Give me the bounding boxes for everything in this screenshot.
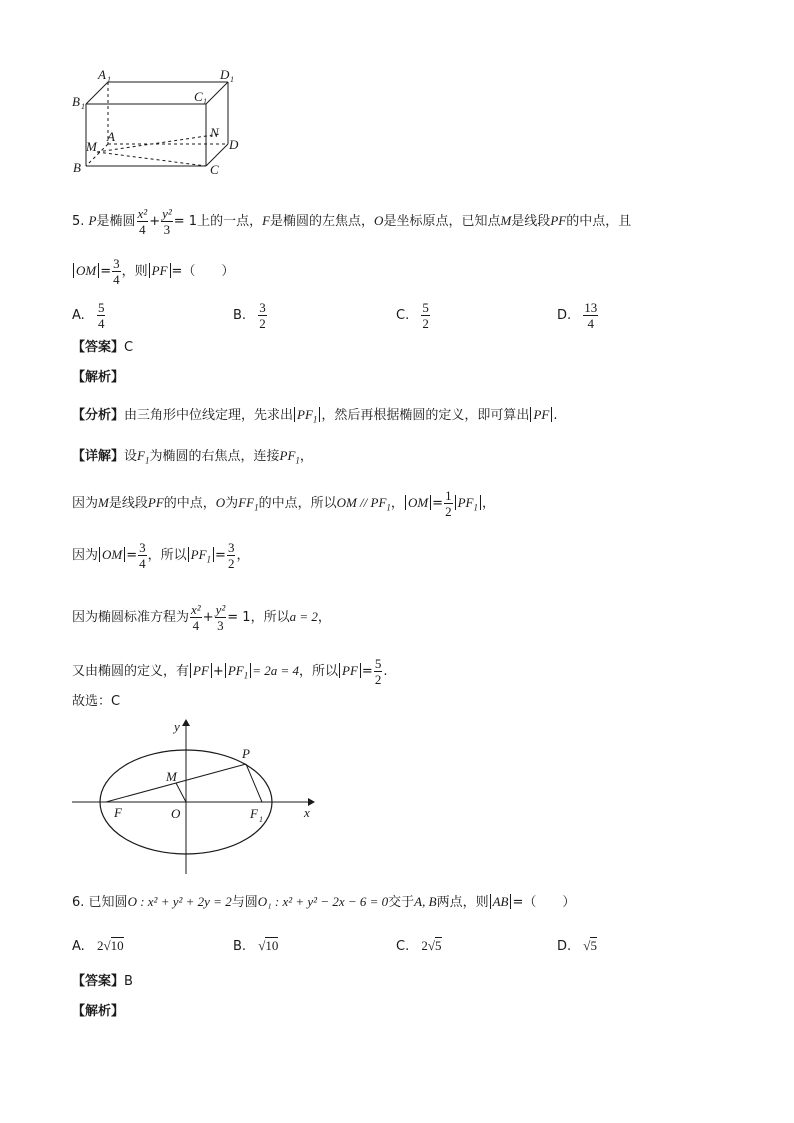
q5-fenxi: 【分析】由三角形中位线定理，先求出 $PF_1$ ，然后再根据椭圆的定义，即可算出 PF . — [72, 407, 558, 425]
q6-option-a[interactable]: A. 2√10 — [72, 938, 124, 954]
q5-answer: 【答案】C — [72, 340, 134, 355]
ellipse-figure — [70, 714, 320, 879]
label-x: x — [304, 805, 310, 820]
q5-step2: 因为 OM = $\frac{3}{4}$ ，所以 $PF_1$ = $\frac{3}{2}$ ， — [72, 540, 250, 571]
q6-option-c[interactable]: C. 2√5 — [396, 938, 442, 954]
label-D: D — [229, 137, 239, 152]
q6-analysis-heading: 【解析】 — [72, 1004, 125, 1019]
label-D1-sub: 1 — [230, 75, 234, 84]
label-M: M — [166, 769, 177, 784]
q5-option-c[interactable]: C. $\frac{5}{2}$ — [396, 300, 429, 331]
q6-option-b[interactable]: B. √10 — [233, 938, 279, 954]
q5-step4: 又由椭圆的定义，有 PF + $PF_1 = 2a = 4$，所以 PF = $\frac{5}{2}$ . — [72, 656, 388, 687]
q5-step1: 因为M是线段PF的中点，O为$FF_1$的中点，所以OM // $PF_1$， OM = $\frac{1}{2}$ $PF_1$ ， — [72, 488, 495, 519]
q5-analysis-heading: 【解析】 — [72, 370, 125, 385]
label-P: P — [242, 746, 250, 761]
label-B: B — [73, 160, 81, 175]
label-A1: A — [98, 67, 106, 82]
label-D1: D — [220, 67, 230, 82]
q6-answer: 【答案】B — [72, 974, 133, 989]
label-y: y — [174, 719, 180, 734]
q5-option-b[interactable]: B. $\frac{3}{2}$ — [233, 300, 266, 331]
label-F1: F — [250, 806, 258, 821]
label-M: M — [86, 139, 97, 154]
label-B1-sub: 1 — [81, 102, 85, 111]
cuboid-figure — [70, 66, 250, 181]
q6-stem: 6. 已知圆O : x² + y² + 2y = 2与圆O₁ : x² + y² − 2x − 6 = 0交于A, B两点，则 AB =（ ） — [72, 894, 576, 910]
label-C1-sub: 1 — [203, 97, 207, 106]
q6-option-d[interactable]: D. √5 — [557, 938, 597, 954]
label-A: A — [107, 129, 115, 144]
q5-step3: 因为椭圆标准方程为 $\frac{\text{x²}}{4}$ + $\frac{\text{y²}}{3}$ = 1，所以a = 2， — [72, 602, 331, 633]
q5-stem-line2: OM = $\frac{3}{4}$ ，则 PF =（ ） — [72, 256, 234, 287]
q5-option-a[interactable]: A. $\frac{5}{4}$ — [72, 300, 105, 331]
q5-xiangjie: 【详解】设$F_1$为椭圆的右焦点，连接$PF_1$， — [72, 448, 313, 466]
label-O: O — [171, 806, 181, 821]
label-C: C — [210, 162, 219, 177]
q5-choose: 故选：C — [72, 694, 121, 709]
q5-stem-line1: 5. P是椭圆 $\frac{\text{x²}}{4}$ + $\frac{\text{y²}}{3}$ = 1上的一点，F是椭圆的左焦点，O是坐标原点，已知点M是线段PF的中点，且 — [72, 206, 632, 237]
label-A1-sub: 1 — [107, 75, 111, 84]
q5-option-d[interactable]: D. $\frac{13}{4}$ — [557, 300, 598, 331]
label-F: F — [114, 805, 122, 820]
label-B1: B — [72, 94, 80, 109]
label-F1-sub: 1 — [259, 815, 263, 824]
label-N: N — [210, 125, 219, 140]
label-C1: C — [194, 89, 203, 104]
